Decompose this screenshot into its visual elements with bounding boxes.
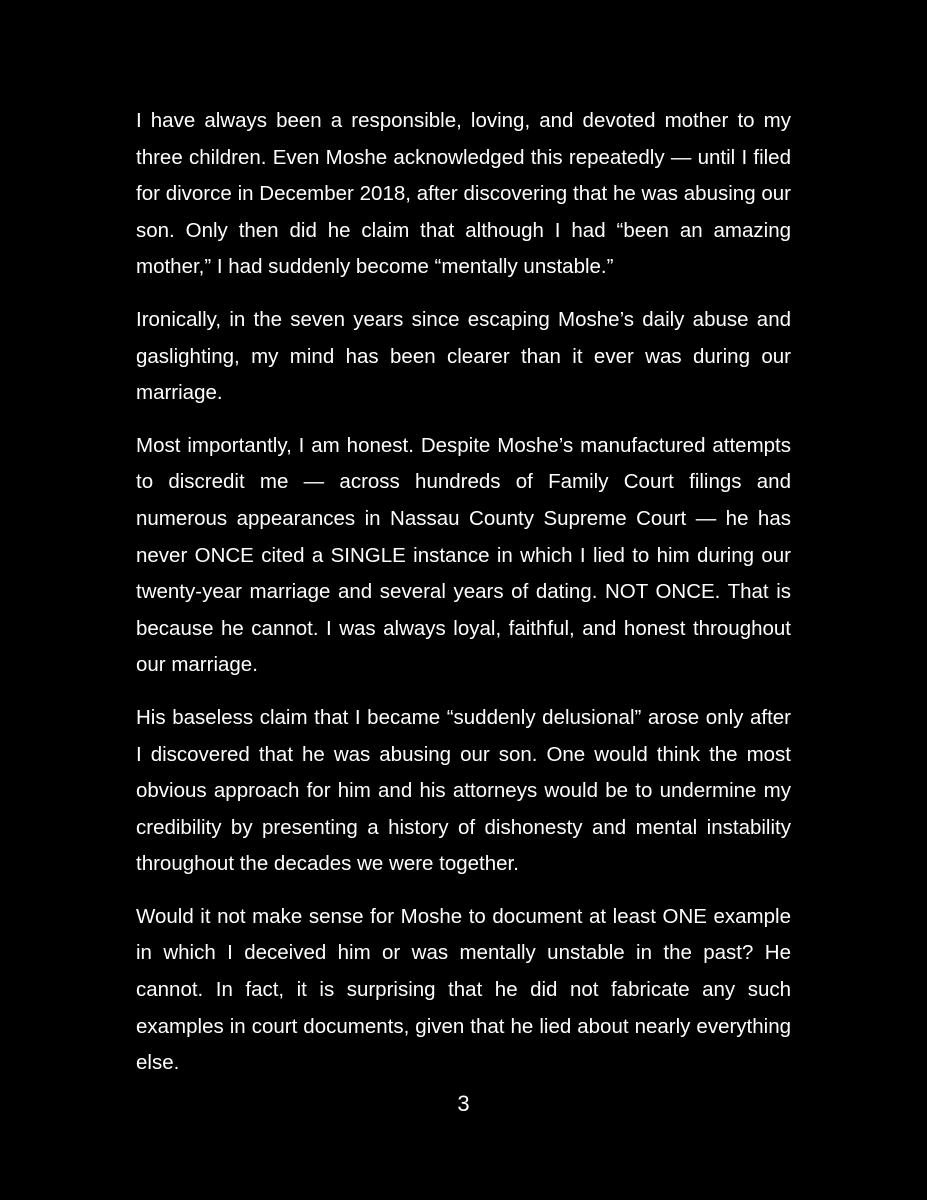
paragraph-4: His baseless claim that I became “suddenly delusional” arose only after I discovered that he was abusing our son. One would think the most obvious approach for him and his attorneys would be to undermine my credibility by presenting a history of dishonesty and mental instability throughout the decades we were together.: [136, 705, 791, 876]
paragraph-3: Most importantly, I am honest. Despite Moshe’s manufactured attempts to discredit me — across hundreds of Family Court filings and numerous appearances in Nassau County Supreme Court — he has never ONCE cited a SINGLE instance in which I lied to him during our twenty-year marriage and several years of dating. NOT ONCE. That is because he cannot. I was always loyal, faithful, and honest throughout our marriage.: [136, 433, 791, 677]
paragraph-2: Ironically, in the seven years since escaping Moshe’s daily abuse and gaslighting, my mind has been clearer than it ever was during our marriage.: [136, 307, 791, 405]
paragraph-1: I have always been a responsible, loving, and devoted mother to my three children. Even Moshe acknowledged this repeatedly — until I filed for divorce in December 2018, after discovering that he was abusing our son. Only then did he claim that although I had “been an amazing mother,” I had suddenly become “mentally unstable.”: [136, 109, 791, 279]
paragraph-5: Would it not make sense for Moshe to document at least ONE example in which I deceived him or was mentally unstable in the past? He cannot. In fact, it is surprising that he did not fabricate any such examples in court documents, given that he lied about nearly everything else.: [136, 904, 791, 1075]
page-number: 3: [457, 1091, 470, 1116]
document-body: [136, 103, 791, 1098]
